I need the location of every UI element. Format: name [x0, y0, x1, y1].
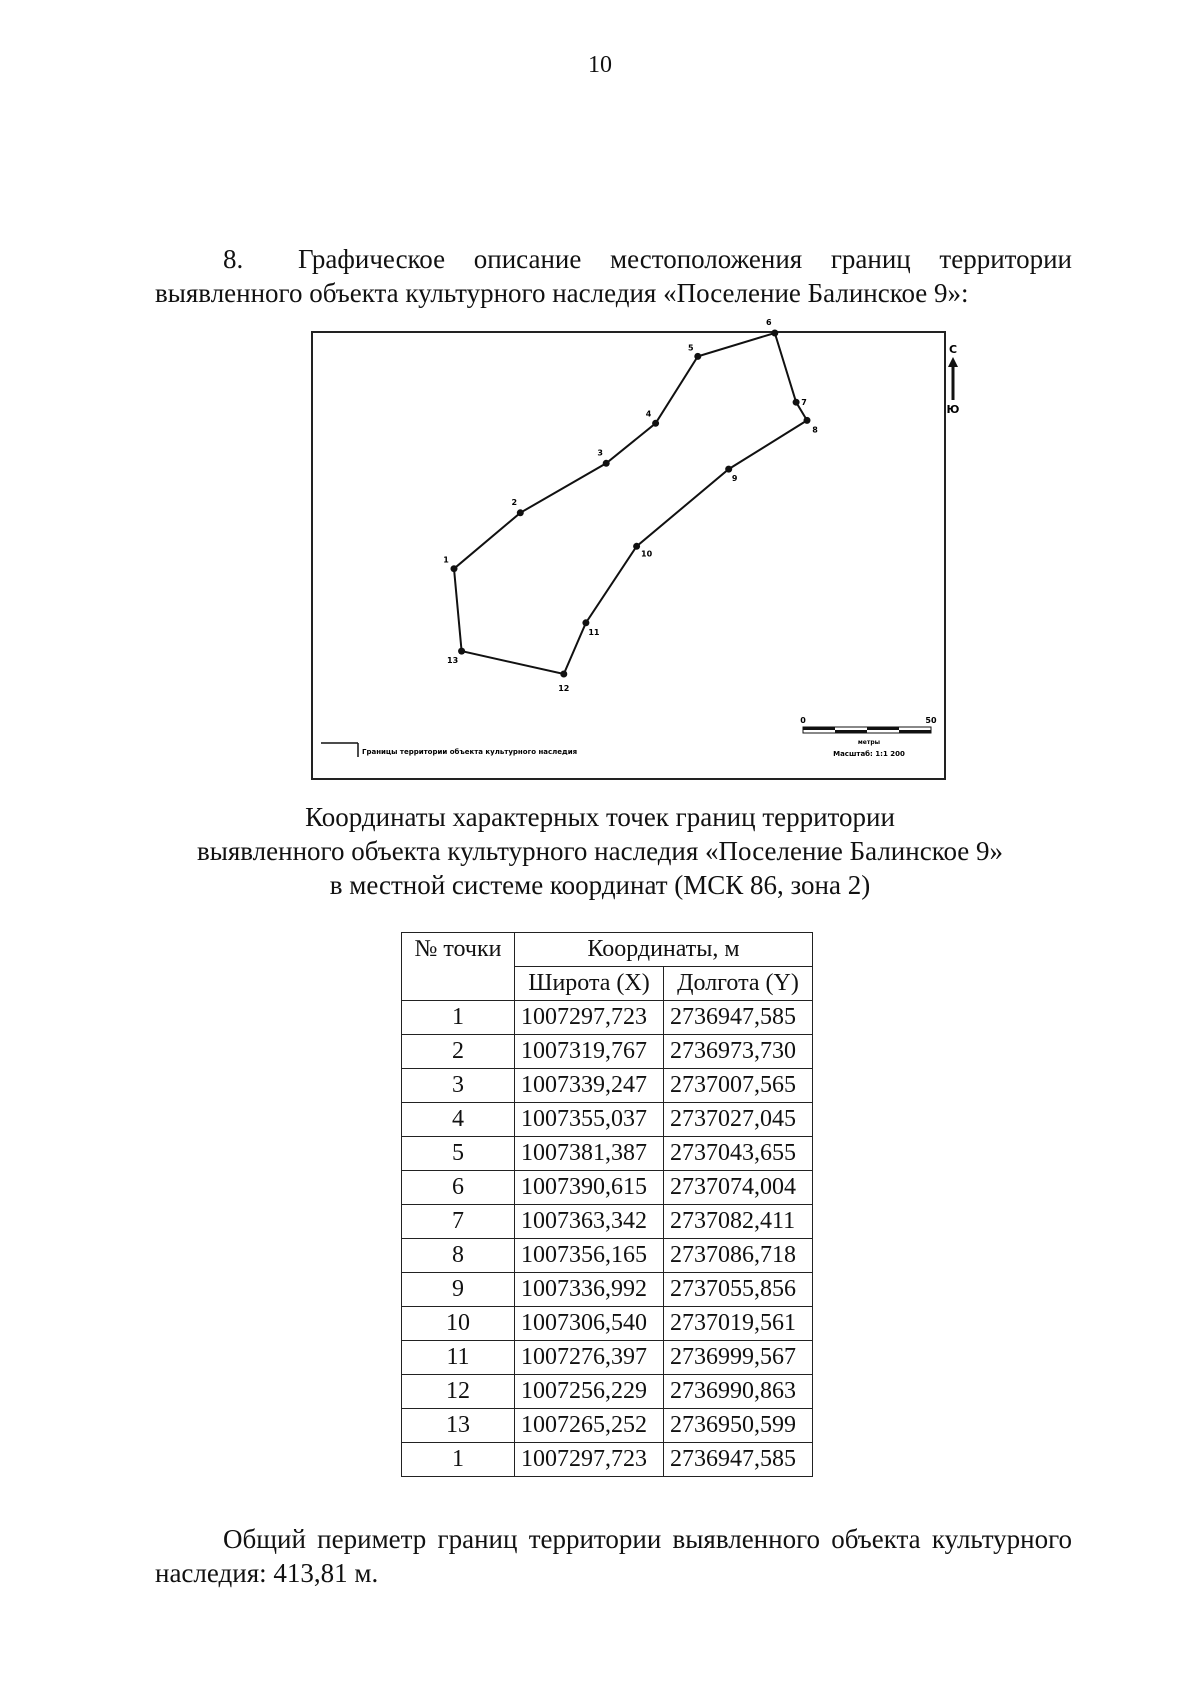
longitude-cell: 2736973,730 — [664, 1035, 813, 1069]
table-row — [402, 1001, 813, 1035]
longitude-cell: 2736999,567 — [664, 1341, 813, 1375]
boundary-map-canvas — [313, 318, 960, 778]
boundary-map — [311, 318, 960, 780]
table-row — [402, 1307, 813, 1341]
boundary-point-marker — [725, 466, 732, 473]
latitude-cell: 1007265,252 — [515, 1409, 664, 1443]
table-row — [402, 1341, 813, 1375]
legend-label: Границы территории объекта культурного наследия — [362, 748, 578, 756]
boundary-point-label: 10 — [641, 549, 653, 559]
boundary-points — [443, 318, 818, 693]
boundary-point-marker — [517, 509, 524, 516]
table-row — [402, 1273, 813, 1307]
latitude-cell: 1007390,615 — [515, 1171, 664, 1205]
boundary-point-label: 2 — [511, 497, 518, 507]
latitude-cell: 1007339,247 — [515, 1069, 664, 1103]
page-number: 10 — [588, 52, 612, 78]
territory-boundary — [454, 333, 807, 674]
longitude-cell: 2737027,045 — [664, 1103, 813, 1137]
boundary-point-marker — [458, 648, 465, 655]
header-point-number: № точки — [402, 933, 515, 1001]
header-latitude: Широта (X) — [515, 967, 664, 1001]
longitude-cell: 2737074,004 — [664, 1171, 813, 1205]
latitude-cell: 1007319,767 — [515, 1035, 664, 1069]
boundary-point-label: 9 — [731, 474, 738, 484]
point-number-cell: 6 — [402, 1171, 515, 1205]
latitude-cell: 1007363,342 — [515, 1205, 664, 1239]
section-heading — [155, 242, 1072, 310]
boundary-point-label: 3 — [597, 448, 603, 458]
section-number: 8. — [223, 244, 244, 274]
perimeter-paragraph — [155, 1522, 1072, 1590]
scale-bar — [800, 716, 937, 758]
table-row — [402, 1069, 813, 1103]
longitude-cell: 2736990,863 — [664, 1375, 813, 1409]
boundary-point-label: 12 — [558, 684, 570, 693]
north-arrow-icon — [947, 343, 960, 416]
point-number-cell: 7 — [402, 1205, 515, 1239]
table-caption — [0, 800, 1200, 902]
coordinates-table — [401, 932, 813, 1477]
north-label: С — [948, 343, 958, 356]
longitude-cell: 2737019,561 — [664, 1307, 813, 1341]
boundary-point-marker — [652, 420, 659, 427]
scale-start: 0 — [800, 716, 806, 725]
scale-end: 50 — [925, 716, 937, 725]
section-text: Графическое описание местоположения границ территории выявленного объекта культурного наследия «Поселение Балинское 9»: — [155, 244, 1072, 308]
boundary-point-label: 13 — [447, 656, 459, 666]
latitude-cell: 1007297,723 — [515, 1443, 664, 1477]
point-number-cell: 13 — [402, 1409, 515, 1443]
point-number-cell: 3 — [402, 1069, 515, 1103]
latitude-cell: 1007306,540 — [515, 1307, 664, 1341]
longitude-cell: 2737007,565 — [664, 1069, 813, 1103]
boundary-point-label: 7 — [801, 398, 807, 408]
map-legend — [321, 743, 577, 757]
table-row — [402, 1103, 813, 1137]
scale-ratio: Масштаб: 1:1 200 — [833, 750, 905, 758]
boundary-point-marker — [771, 330, 778, 337]
boundary-point-label: 4 — [645, 409, 652, 419]
table-row — [402, 1409, 813, 1443]
header-coordinates: Координаты, м — [515, 933, 813, 967]
header-longitude: Долгота (Y) — [664, 967, 813, 1001]
point-number-cell: 11 — [402, 1341, 515, 1375]
caption-line-1: Координаты характерных точек границ территории — [305, 802, 895, 832]
boundary-point-label: 1 — [443, 555, 449, 565]
table-row — [402, 1239, 813, 1273]
perimeter-text: Общий периметр границ территории выявленного объекта культурного наследия: 413,81 м. — [155, 1524, 1072, 1588]
coordinates-table-body — [402, 1001, 813, 1477]
longitude-cell: 2736947,585 — [664, 1443, 813, 1477]
boundary-point-label: 8 — [812, 425, 818, 435]
boundary-point-marker — [694, 353, 701, 360]
caption-line-2: выявленного объекта культурного наследия «Поселение Балинское 9» — [196, 836, 1004, 866]
longitude-cell: 2737086,718 — [664, 1239, 813, 1273]
point-number-cell: 2 — [402, 1035, 515, 1069]
latitude-cell: 1007297,723 — [515, 1001, 664, 1035]
boundary-point-label: 5 — [688, 343, 694, 353]
longitude-cell: 2736947,585 — [664, 1001, 813, 1035]
table-row — [402, 1137, 813, 1171]
boundary-point-label: 11 — [588, 627, 600, 637]
boundary-point-marker — [451, 565, 458, 572]
point-number-cell: 5 — [402, 1137, 515, 1171]
table-row — [402, 1443, 813, 1477]
point-number-cell: 12 — [402, 1375, 515, 1409]
longitude-cell: 2737082,411 — [664, 1205, 813, 1239]
point-number-cell: 9 — [402, 1273, 515, 1307]
latitude-cell: 1007381,387 — [515, 1137, 664, 1171]
latitude-cell: 1007356,165 — [515, 1239, 664, 1273]
point-number-cell: 4 — [402, 1103, 515, 1137]
table-row — [402, 1171, 813, 1205]
boundary-point-marker — [804, 417, 811, 424]
longitude-cell: 2737043,655 — [664, 1137, 813, 1171]
point-number-cell: 8 — [402, 1239, 515, 1273]
longitude-cell: 2736950,599 — [664, 1409, 813, 1443]
latitude-cell: 1007355,037 — [515, 1103, 664, 1137]
caption-line-3: в местной системе координат (МСК 86, зона 2) — [329, 870, 871, 900]
south-label: Ю — [946, 403, 960, 416]
boundary-point-marker — [582, 619, 589, 626]
boundary-point-marker — [633, 543, 640, 550]
boundary-point-marker — [603, 460, 610, 467]
boundary-point-marker — [560, 671, 567, 678]
point-number-cell: 1 — [402, 1443, 515, 1477]
point-number-cell: 10 — [402, 1307, 515, 1341]
table-row — [402, 1035, 813, 1069]
scale-units: метры — [857, 739, 881, 746]
table-row — [402, 1375, 813, 1409]
table-row — [402, 1205, 813, 1239]
boundary-point-marker — [793, 399, 800, 406]
longitude-cell: 2737055,856 — [664, 1273, 813, 1307]
latitude-cell: 1007256,229 — [515, 1375, 664, 1409]
latitude-cell: 1007336,992 — [515, 1273, 664, 1307]
point-number-cell: 1 — [402, 1001, 515, 1035]
latitude-cell: 1007276,397 — [515, 1341, 664, 1375]
boundary-point-label: 6 — [766, 318, 772, 327]
